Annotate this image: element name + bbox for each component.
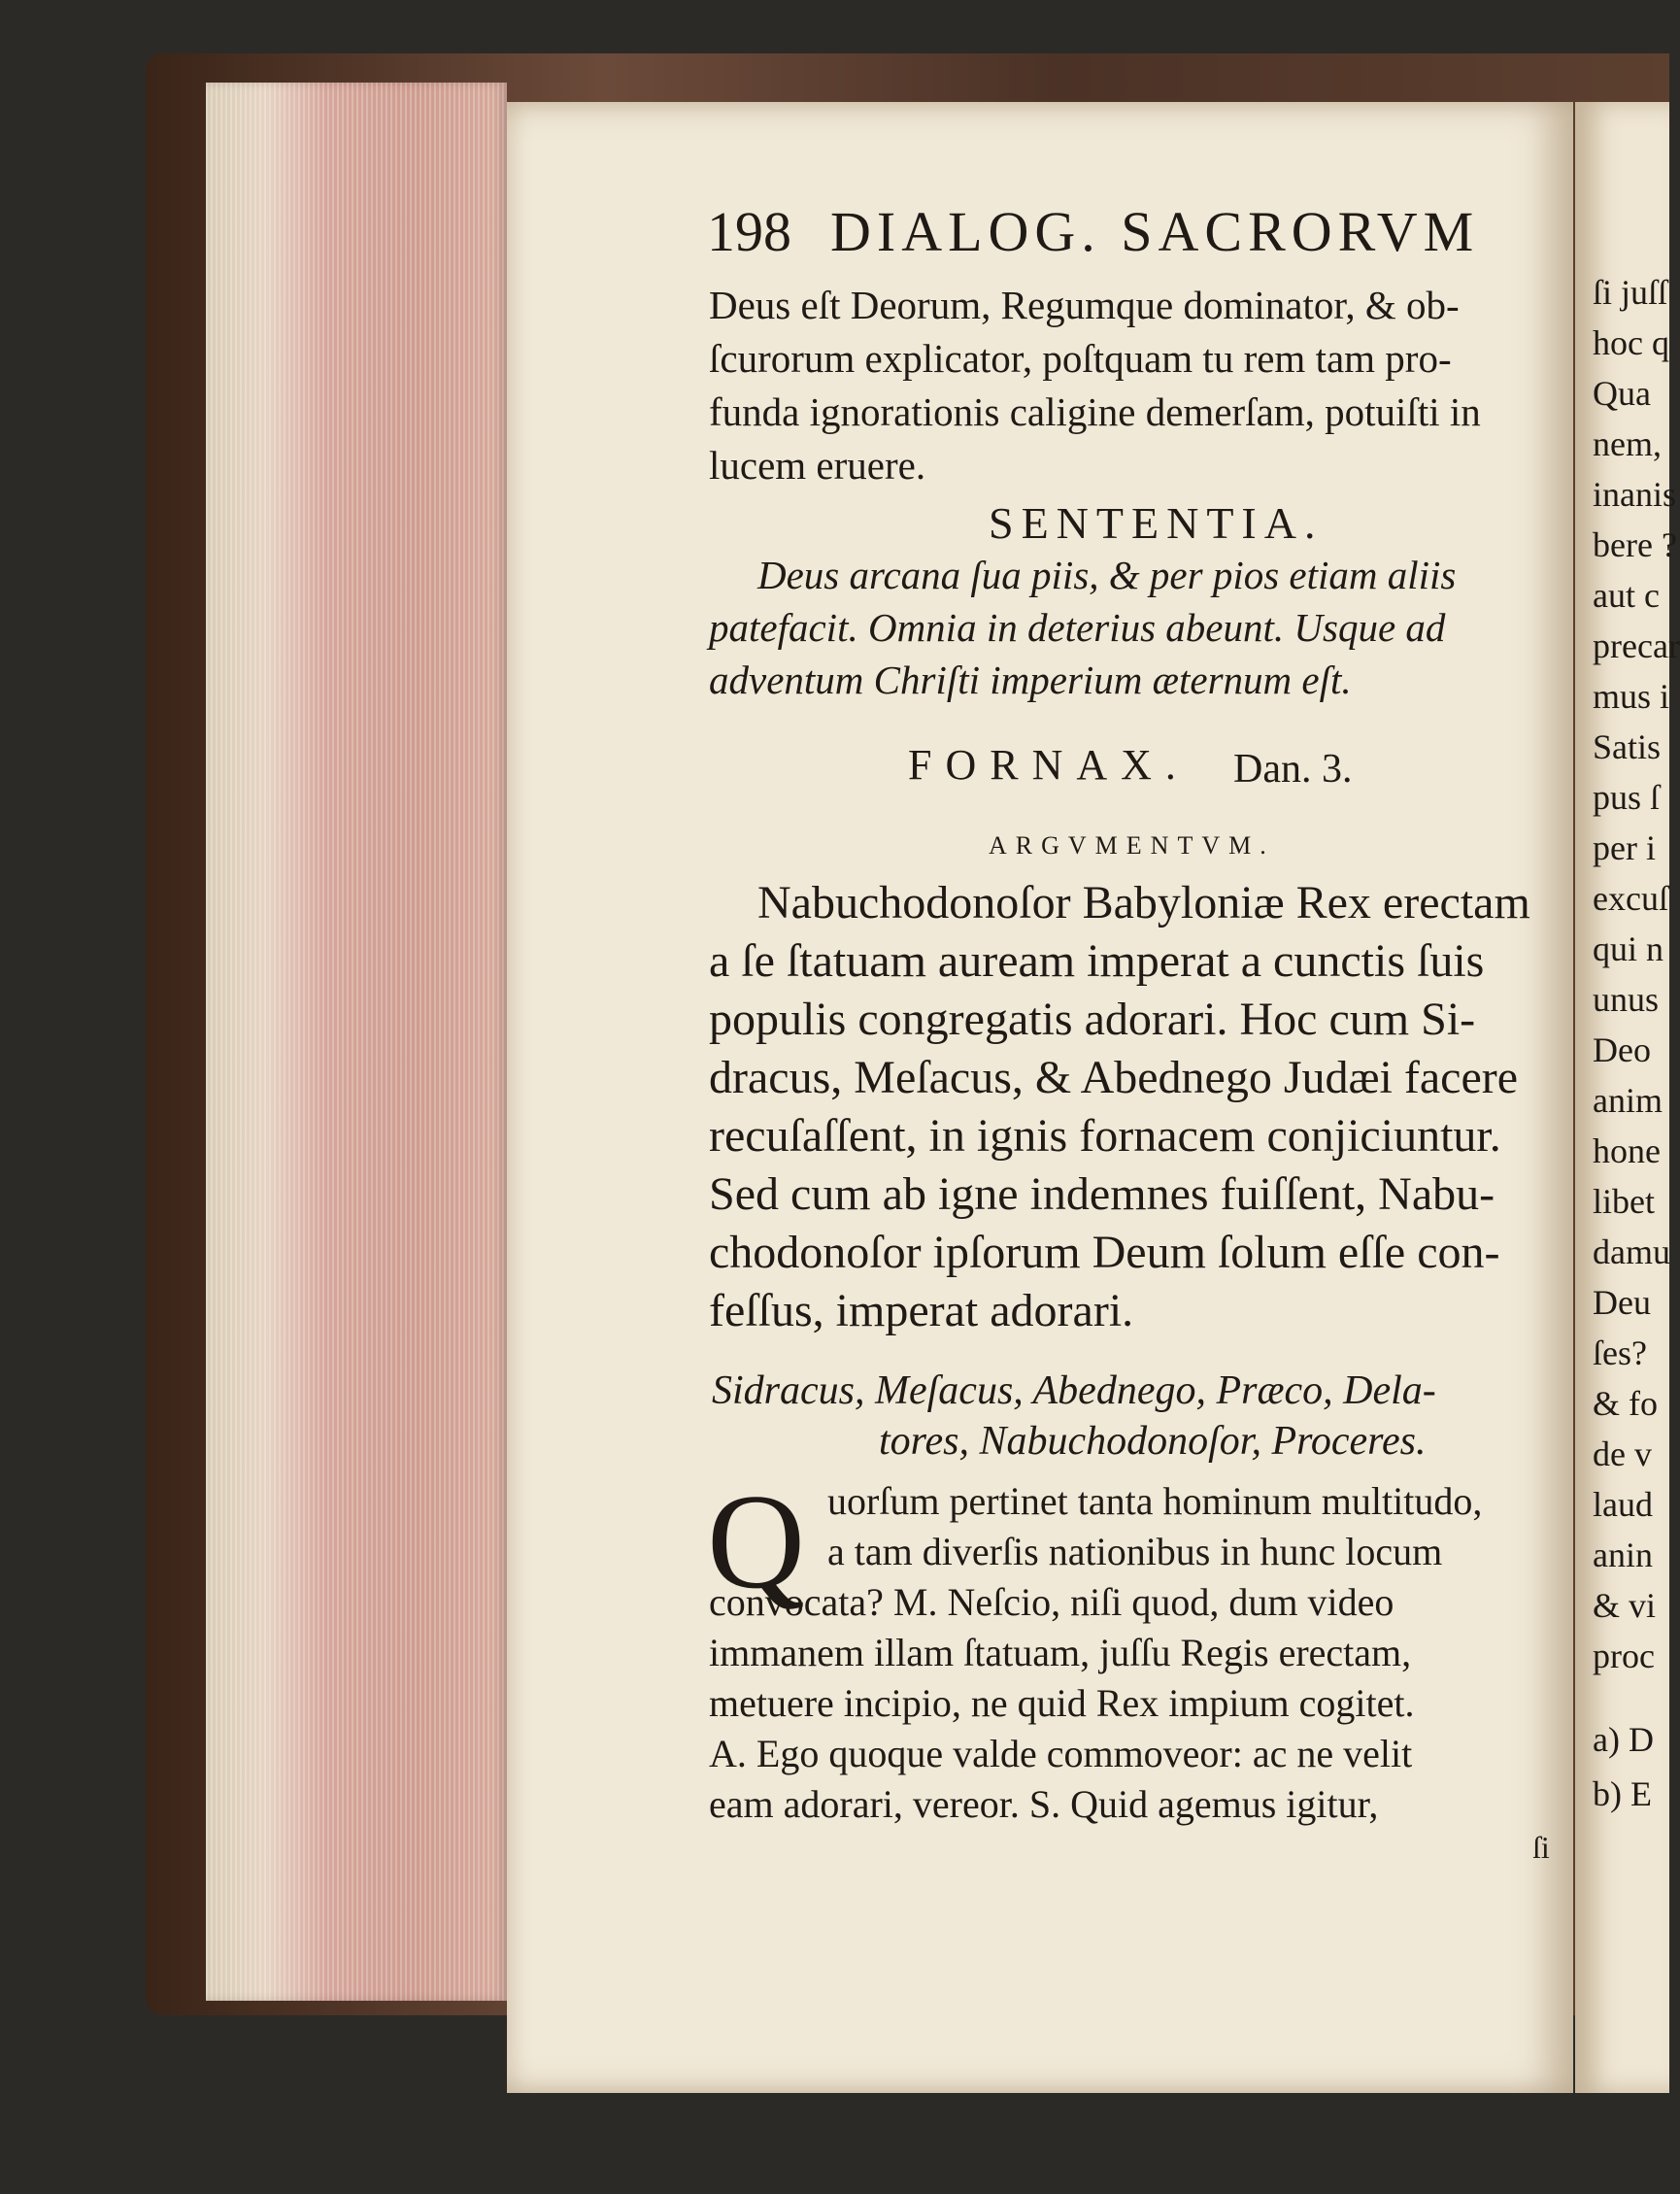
right-page-fragment: a) D [1593, 1720, 1654, 1759]
right-page-fragment: pus ſ [1593, 778, 1661, 817]
right-page-fragment: mus i [1593, 677, 1670, 716]
right-page-fragment: anim [1593, 1081, 1663, 1120]
dialogue-line: immanem illam ſtatuam, juſſu Regis erectam, [709, 1631, 1412, 1674]
right-page-fragment: bere ? [1593, 525, 1677, 564]
argumentum-heading: ARGVMENTVM. [989, 831, 1275, 860]
argumentum-line: recuſaſſent, in ignis fornacem conjiciuntur. [709, 1110, 1501, 1162]
right-page-fragment: hone [1593, 1131, 1661, 1170]
page-title: DIALOG. SACRORVM [830, 200, 1480, 263]
right-page-fragment: aut c [1593, 576, 1660, 615]
right-page-fragment: Satis [1593, 727, 1662, 766]
running-head [707, 199, 1479, 264]
right-page-fragment: & vi [1593, 1586, 1657, 1625]
right-page-fragment: excuſ [1593, 879, 1668, 918]
sententia-line: patefacit. Omnia in deterius abeunt. Usque ad [709, 605, 1446, 650]
right-page-fragment: b) E [1593, 1774, 1652, 1813]
argumentum-line: populis congregatis adorari. Hoc cum Si- [709, 994, 1476, 1045]
right-page-fragment: hoc q [1593, 323, 1669, 362]
section-reference: Dan. 3. [1233, 747, 1353, 792]
dialogue-line: uorſum pertinet tanta hominum multitudo, [827, 1479, 1483, 1523]
personae-line: tores, Nabuchodonoſor, Proceres. [879, 1419, 1427, 1464]
dialogue-line: metuere incipio, ne quid Rex impium cogitet. [709, 1681, 1415, 1725]
right-page-fragment: proc [1593, 1637, 1655, 1675]
sententia-line: Deus arcana ſua piis, & per pios etiam aliis [757, 553, 1457, 597]
page-edges [206, 83, 507, 2001]
argumentum-line: dracus, Meſacus, & Abednego Judæi facere [709, 1052, 1519, 1103]
dialogue-line: eam adorari, vereor. S. Quid agemus igitur, [709, 1782, 1379, 1826]
right-page-fragment: per i [1593, 828, 1656, 867]
right-page-fragment: ſi juſſ [1593, 273, 1668, 312]
text-line: funda ignorationis caligine demerſam, potuiſti in [709, 389, 1481, 434]
right-page-fragment: Qua [1593, 374, 1651, 413]
right-page-fragment: anin [1593, 1536, 1653, 1574]
right-page-fragment: Deu [1593, 1283, 1651, 1322]
right-page-fragment: libet [1593, 1182, 1655, 1221]
text-line: Deus eſt Deorum, Regumque dominator, & ob- [709, 283, 1460, 327]
dialogue-line: convocata? M. Neſcio, niſi quod, dum video [709, 1580, 1394, 1624]
right-page-fragment: precar [1593, 626, 1680, 665]
argumentum-line: chodonoſor ipſorum Deum ſolum eſſe con- [709, 1227, 1500, 1278]
right-page-fragment: damu [1593, 1232, 1670, 1271]
argumentum-line: feſſus, imperat adorari. [709, 1285, 1134, 1336]
text-line: ſcurorum explicator, poſtquam tu rem tam pro- [709, 336, 1452, 381]
argumentum-line: Sed cum ab igne indemnes fuiſſent, Nabu- [709, 1168, 1495, 1220]
drop-cap: Q [707, 1467, 806, 1617]
section-title: FORNAX. [908, 741, 1190, 789]
argumentum-line: Nabuchodonoſor Babyloniæ Rex erectam [757, 877, 1530, 928]
right-page-fragment: Deo [1593, 1030, 1651, 1069]
text-line: lucem eruere. [709, 443, 926, 488]
right-page-fragment: & fo [1593, 1384, 1658, 1423]
catchword: ſi [1532, 1830, 1550, 1865]
dialogue-line: A. Ego quoque valde commoveor: ac ne velit [709, 1732, 1413, 1775]
right-page-fragment: ſes? [1593, 1333, 1647, 1372]
sententia-heading: SENTENTIA. [989, 498, 1324, 548]
personae-line: Sidracus, Meſacus, Abednego, Præco, Dela- [712, 1368, 1436, 1413]
right-page-fragment: laud [1593, 1485, 1653, 1524]
argumentum-line: a ſe ſtatuam auream imperat a cunctis ſuis [709, 935, 1485, 987]
right-page-fragment: qui n [1593, 929, 1664, 968]
dialogue-line: a tam diverſis nationibus in hunc locum [827, 1530, 1443, 1573]
right-page-fragment: unus [1593, 980, 1660, 1019]
right-page-fragment: nem, [1593, 424, 1662, 463]
page-number: 198 [707, 200, 791, 263]
right-page-fragment: inanis [1593, 475, 1676, 514]
sententia-line: adventum Chriſti imperium æternum eſt. [709, 658, 1352, 702]
right-page-fragment: de v [1593, 1435, 1652, 1473]
